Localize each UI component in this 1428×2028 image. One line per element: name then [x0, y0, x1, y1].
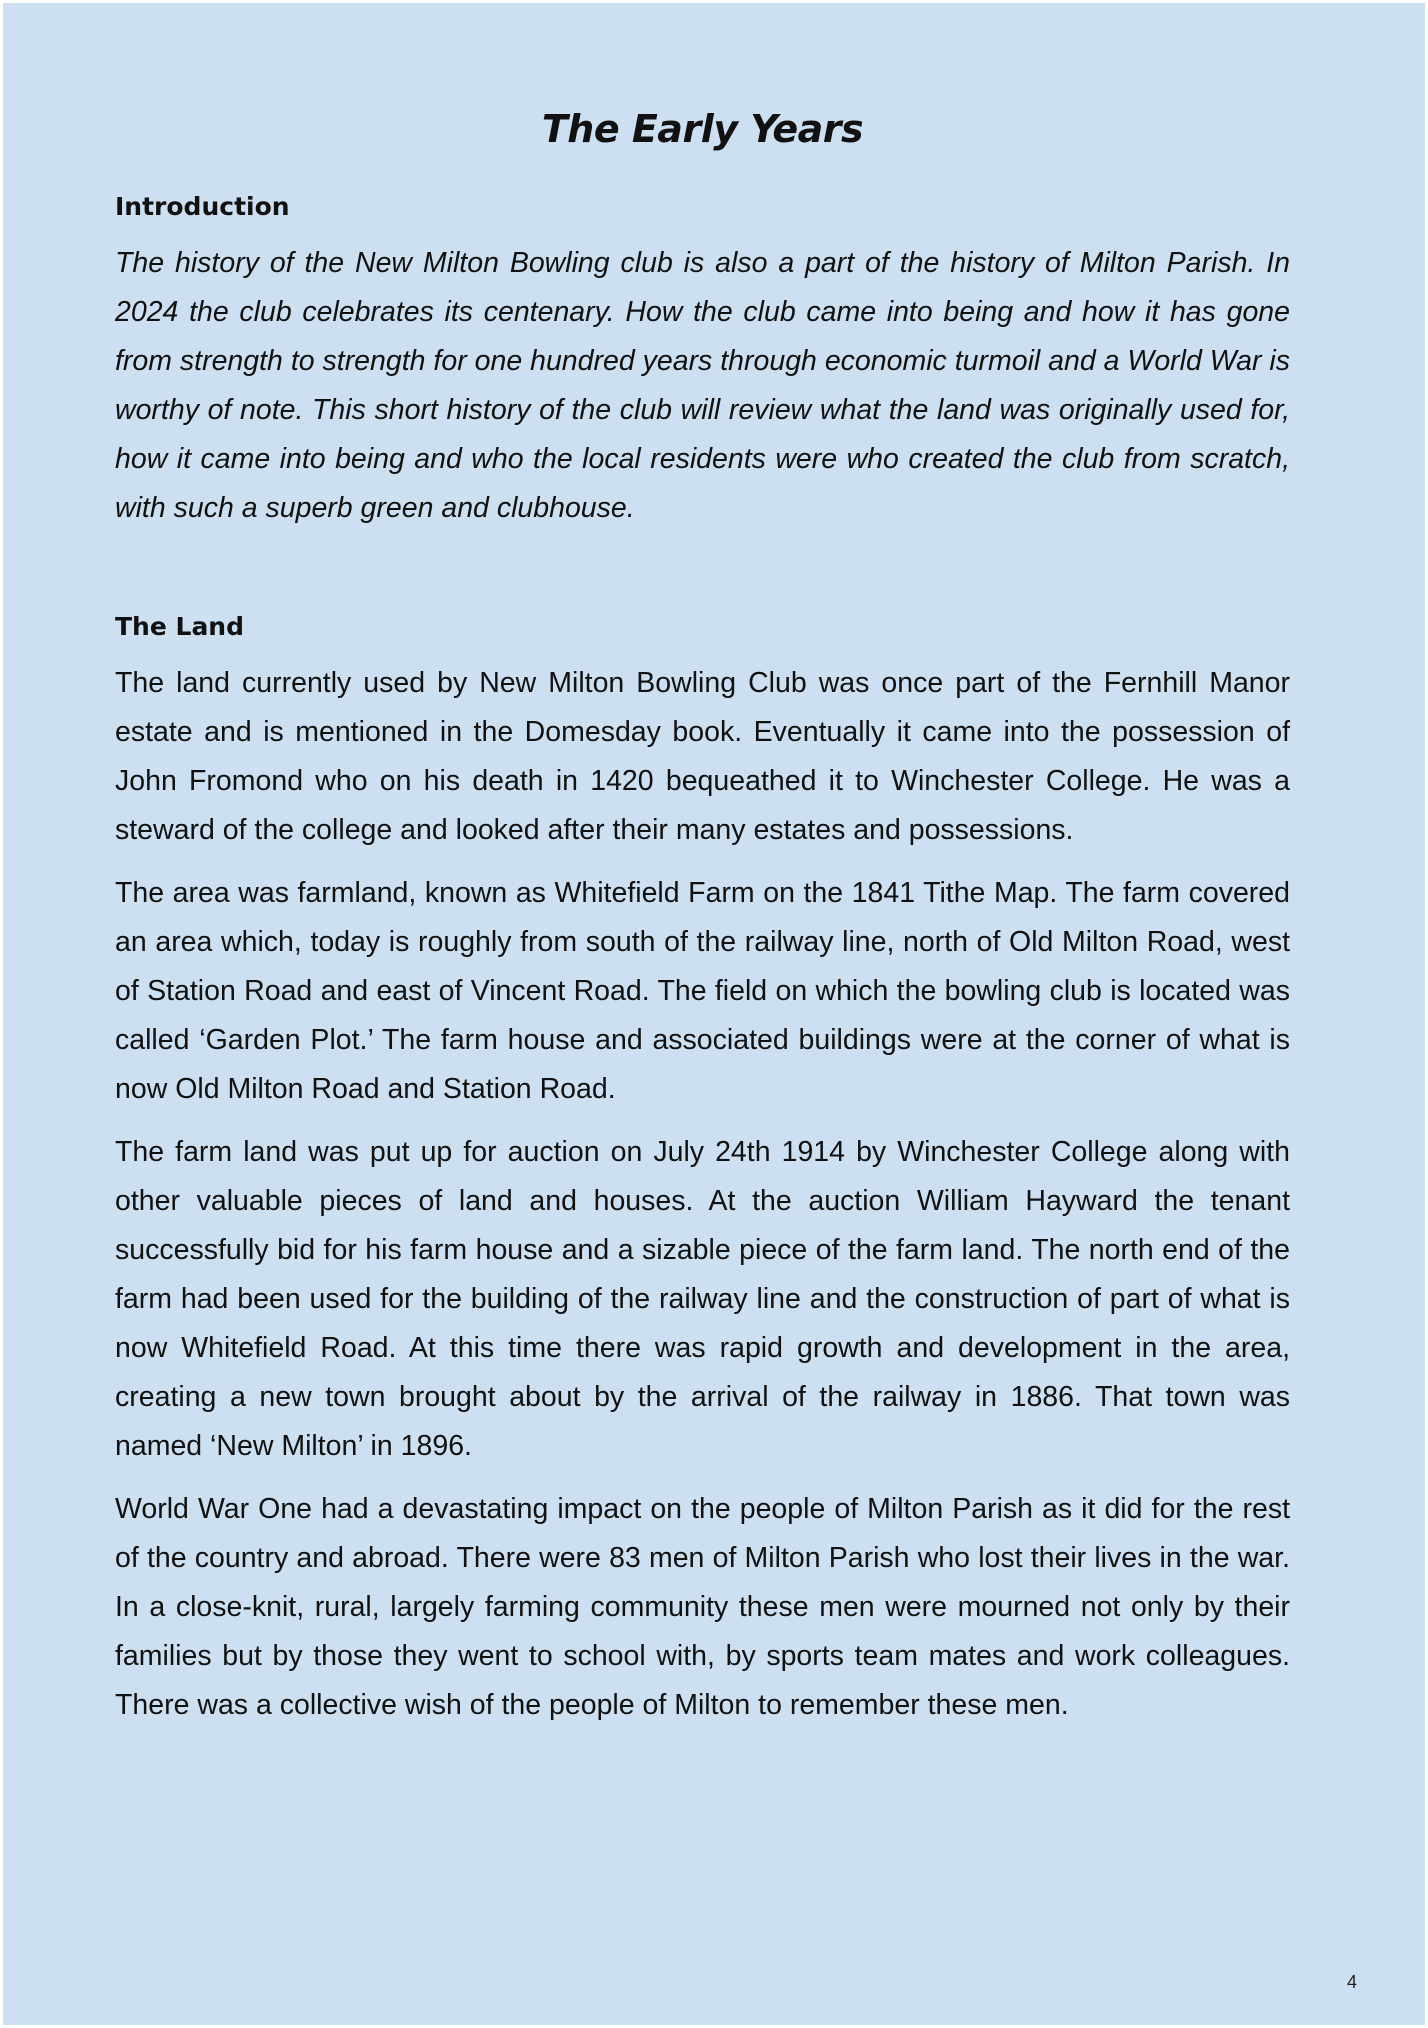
section-the-land	[115, 609, 1290, 1730]
section-heading-the-land: The Land	[115, 612, 245, 641]
land-paragraph-3: The farm land was put up for auction on July 24th 1914 by Winchester College along with other valuable pieces of land and houses. At the auction William Hayward the tenant successfully bid for his farm house and a sizable piece of the farm land. The north end of the farm had been used for the building of the railway line and the construction of part of what is now Whitefield Road. At this time there was rapid growth and development in the area, creating a new town brought about by the arrival of the railway in 1886. That town was named ‘New Milton’ in 1896.	[115, 1136, 1290, 1462]
land-paragraph-2: The area was farmland, known as Whitefield Farm on the 1841 Tithe Map. The farm covered an area which, today is roughly from south of the railway line, north of Old Milton Road, west of Station Road and east of Vincent Road. The field on which the bowling club is located was called ‘Garden Plot.’ The farm house and associated buildings were at the corner of what is now Old Milton Road and Station Road.	[115, 877, 1290, 1105]
land-paragraph-1: The land currently used by New Milton Bowling Club was once part of the Fernhill Manor estate and is mentioned in the Domesday book. Eventually it came into the possession of John Fromond who on his death in 1420 bequeathed it to Winchester College. He was a steward of the college and looked after their many estates and possessions.	[115, 667, 1290, 846]
land-paragraph-4: World War One had a devastating impact on the people of Milton Parish as it did for the rest of the country and abroad. There were 83 men of Milton Parish who lost their lives in the war. In a close-knit, rural, largely farming community these men were mourned not only by their families but by those they went to school with, by sports team mates and work colleagues. There was a collective wish of the people of Milton to remember these men.	[115, 1493, 1290, 1721]
page-content	[115, 97, 1290, 1730]
page-title: The Early Years	[541, 107, 864, 151]
section-heading-introduction: Introduction	[115, 192, 290, 221]
introduction-paragraph: The history of the New Milton Bowling club is also a part of the history of Milton Parish. In 2024 the club celebrates its centenary. How the club came into being and how it has gone from strength to strength for one hundred years through economic turmoil and a World War is worthy of note. This short history of the club will review what the land was originally used for, how it came into being and who the local residents were who created the club from scratch, with such a superb green and clubhouse.	[115, 247, 1290, 524]
section-introduction	[115, 189, 1290, 533]
document-page	[3, 3, 1425, 2025]
page-number: 4	[1346, 1972, 1357, 1992]
